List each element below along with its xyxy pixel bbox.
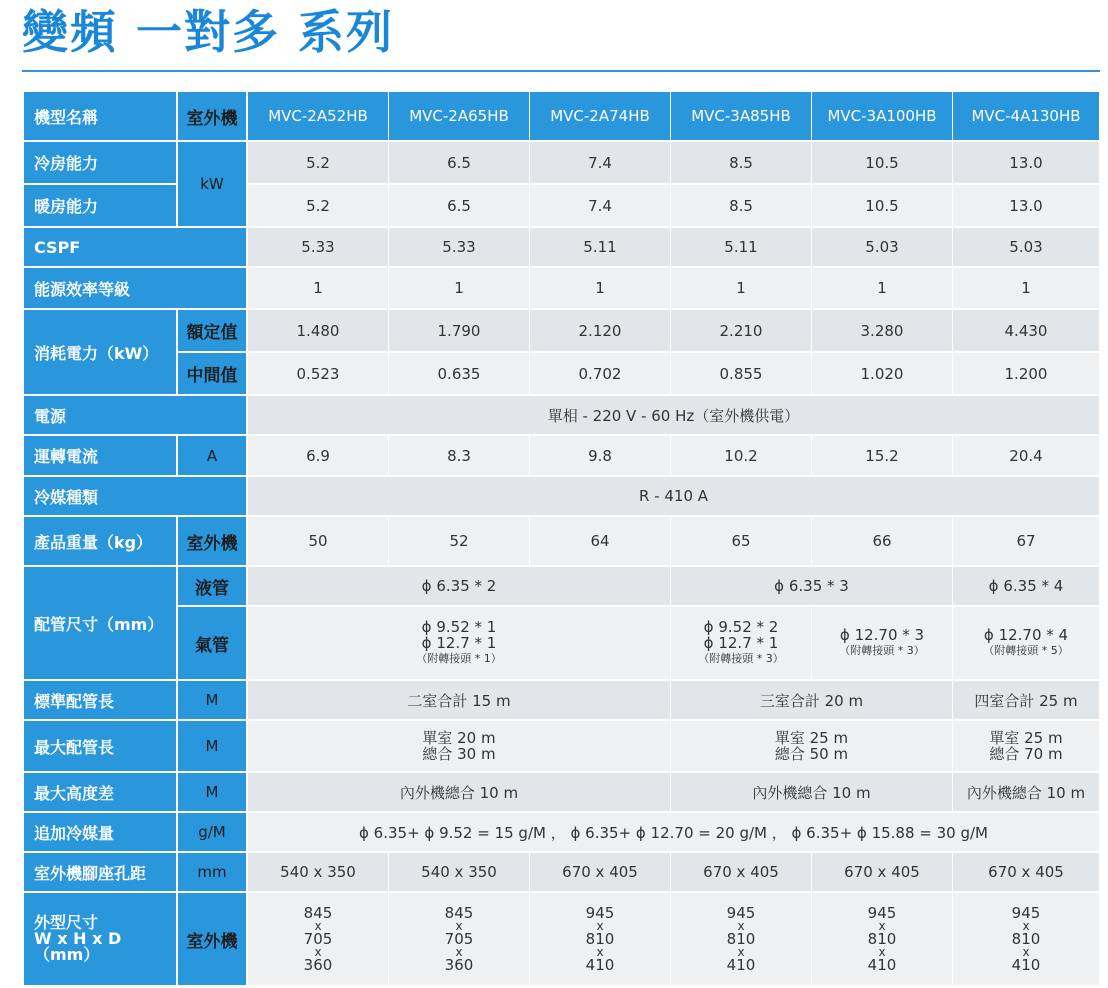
- supply-value: 單相 - 220 V - 60 Hz（室外機供電）: [248, 396, 1100, 436]
- size-x: x: [878, 944, 886, 959]
- gas-line: ϕ 9.52 * 2: [703, 618, 779, 636]
- heating-value: 8.5: [671, 185, 812, 228]
- size-x: x: [314, 944, 322, 959]
- current-value: 9.8: [530, 436, 671, 477]
- energy-grade-value: 1: [530, 268, 671, 310]
- model-name-label: 機型名稱: [24, 92, 178, 142]
- add-refrigerant-value: ϕ 6.35+ ϕ 9.52 = 15 g/M ， ϕ 6.35+ ϕ 12.70 = 20 g/M ， ϕ 6.35+ ϕ 15.88 = 30 g/M: [248, 813, 1100, 853]
- energy-grade-value: 1: [671, 268, 812, 310]
- mid-value: 0.702: [530, 353, 671, 396]
- size-x: x: [455, 918, 463, 933]
- rated-value: 4.430: [953, 310, 1100, 353]
- size-value: [389, 893, 530, 987]
- mid-value: 0.635: [389, 353, 530, 396]
- max-pipe-value: [953, 721, 1100, 773]
- rated-value: 1.790: [389, 310, 530, 353]
- cooling-value: 5.2: [248, 142, 389, 185]
- rated-value: 3.280: [812, 310, 953, 353]
- gas-value: [248, 607, 671, 681]
- size-d: 360: [303, 955, 333, 974]
- add-refrigerant-label: 追加冷媒量: [24, 813, 178, 853]
- energy-grade-value: 1: [953, 268, 1100, 310]
- model-header: MVC-2A65HB: [389, 92, 530, 142]
- weight-value: 66: [812, 517, 953, 567]
- std-pipe-value: 二室合計 15 m: [248, 681, 671, 721]
- size-w: 945: [867, 903, 897, 922]
- size-x: x: [596, 944, 604, 959]
- size-value: [530, 893, 671, 987]
- mount-value: 670 x 405: [671, 853, 812, 893]
- size-h: 705: [303, 929, 333, 948]
- mid-value: 0.855: [671, 353, 812, 396]
- cooling-value: 8.5: [671, 142, 812, 185]
- rated-label: 額定值: [178, 310, 248, 353]
- energy-grade-label: 能源效率等級: [24, 268, 248, 310]
- page-title: 變頻 一對多 系列: [22, 5, 395, 59]
- max-pipe-line: 總合 50 m: [774, 745, 849, 763]
- weight-value: 64: [530, 517, 671, 567]
- rated-value: 2.210: [671, 310, 812, 353]
- std-pipe-value: 三室合計 20 m: [671, 681, 953, 721]
- max-pipe-value: [248, 721, 671, 773]
- table-row: [24, 228, 1100, 268]
- size-w: 945: [585, 903, 615, 922]
- table-row: [24, 813, 1100, 853]
- size-label-line: 外型尺寸: [34, 913, 99, 932]
- size-h: 705: [444, 929, 474, 948]
- max-height-value: 內外機總合 10 m: [953, 773, 1100, 813]
- rated-value: 1.480: [248, 310, 389, 353]
- weight-value: 67: [953, 517, 1100, 567]
- max-pipe-line: 單室 25 m: [774, 729, 849, 747]
- piping-label: 配管尺寸（mm）: [24, 567, 178, 681]
- model-header: MVC-3A100HB: [812, 92, 953, 142]
- gas-line: ϕ 12.70 * 4: [983, 626, 1069, 644]
- size-w: 845: [303, 903, 333, 922]
- size-value: [248, 893, 389, 987]
- supply-label: 電源: [24, 396, 248, 436]
- table-row: [24, 773, 1100, 813]
- heating-value: 5.2: [248, 185, 389, 228]
- cspf-value: 5.33: [248, 228, 389, 268]
- table-row: [24, 396, 1100, 436]
- size-h: 810: [726, 929, 756, 948]
- cooling-label: 冷房能力: [24, 142, 178, 185]
- max-pipe-label: 最大配管長: [24, 721, 178, 773]
- heating-label: 暖房能力: [24, 185, 178, 228]
- size-value: [812, 893, 953, 987]
- cooling-value: 6.5: [389, 142, 530, 185]
- current-value: 15.2: [812, 436, 953, 477]
- size-w: 845: [444, 903, 474, 922]
- size-d: 410: [726, 955, 756, 974]
- size-value: [671, 893, 812, 987]
- weight-value: 50: [248, 517, 389, 567]
- table-row: [24, 268, 1100, 310]
- heating-value: 6.5: [389, 185, 530, 228]
- gas-line: ϕ 12.7 * 1: [703, 634, 779, 652]
- power-label: 消耗電力（kW）: [24, 310, 178, 396]
- cspf-value: 5.03: [812, 228, 953, 268]
- size-h: 810: [1011, 929, 1041, 948]
- add-refrigerant-unit: g/M: [178, 813, 248, 853]
- max-pipe-line: 總合 30 m: [422, 745, 496, 763]
- cooling-value: 7.4: [530, 142, 671, 185]
- std-pipe-unit: M: [178, 681, 248, 721]
- capacity-unit: kW: [178, 142, 248, 228]
- mount-value: 540 x 350: [389, 853, 530, 893]
- size-w: 945: [1011, 903, 1041, 922]
- energy-grade-value: 1: [812, 268, 953, 310]
- mid-label: 中間值: [178, 353, 248, 396]
- size-label: [24, 893, 178, 987]
- size-x: x: [455, 944, 463, 959]
- liquid-value: ϕ 6.35 * 4: [953, 567, 1100, 607]
- size-unit: 室外機: [178, 893, 248, 987]
- energy-grade-value: 1: [389, 268, 530, 310]
- std-pipe-value: 四室合計 25 m: [953, 681, 1100, 721]
- size-x: x: [878, 918, 886, 933]
- current-value: 20.4: [953, 436, 1100, 477]
- refrigerant-value: R - 410 A: [248, 477, 1100, 517]
- table-row: [24, 517, 1100, 567]
- size-x: x: [596, 918, 604, 933]
- size-value: [953, 893, 1100, 987]
- max-height-unit: M: [178, 773, 248, 813]
- model-header: MVC-2A74HB: [530, 92, 671, 142]
- model-header: MVC-4A130HB: [953, 92, 1100, 142]
- liquid-value: ϕ 6.35 * 3: [671, 567, 953, 607]
- size-h: 810: [867, 929, 897, 948]
- energy-grade-value: 1: [248, 268, 389, 310]
- max-pipe-unit: M: [178, 721, 248, 773]
- size-x: x: [737, 944, 745, 959]
- title-divider: [22, 70, 1100, 72]
- size-d: 410: [585, 955, 615, 974]
- gas-value: [953, 607, 1100, 681]
- cspf-value: 5.11: [671, 228, 812, 268]
- table-row: [24, 567, 1100, 607]
- gas-line: ϕ 12.70 * 3: [839, 626, 925, 644]
- table-row: [24, 142, 1100, 185]
- weight-value: 52: [389, 517, 530, 567]
- table-row: [24, 436, 1100, 477]
- weight-label: 產品重量（kg）: [24, 517, 178, 567]
- heating-value: 7.4: [530, 185, 671, 228]
- table-row: [24, 893, 1100, 987]
- max-height-value: 內外機總合 10 m: [671, 773, 953, 813]
- cspf-value: 5.11: [530, 228, 671, 268]
- size-h: 810: [585, 929, 615, 948]
- gas-label: 氣管: [178, 607, 248, 681]
- mid-value: 1.200: [953, 353, 1100, 396]
- liquid-label: 液管: [178, 567, 248, 607]
- size-label-line: （mm）: [34, 945, 100, 964]
- mount-label: 室外機腳座孔距: [24, 853, 178, 893]
- size-d: 360: [444, 955, 474, 974]
- gas-value: [812, 607, 953, 681]
- refrigerant-label: 冷媒種類: [24, 477, 248, 517]
- gas-line: ϕ 9.52 * 1: [421, 618, 497, 636]
- mount-value: 670 x 405: [812, 853, 953, 893]
- gas-value: [671, 607, 812, 681]
- cspf-value: 5.33: [389, 228, 530, 268]
- mount-unit: mm: [178, 853, 248, 893]
- liquid-value: ϕ 6.35 * 2: [248, 567, 671, 607]
- max-pipe-line: 單室 25 m: [989, 729, 1063, 747]
- header-row: [24, 92, 1100, 142]
- size-w: 945: [726, 903, 756, 922]
- size-x: x: [1022, 944, 1030, 959]
- heating-value: 10.5: [812, 185, 953, 228]
- size-x: x: [1022, 918, 1030, 933]
- table-row: [24, 607, 1100, 681]
- max-height-value: 內外機總合 10 m: [248, 773, 671, 813]
- cspf-label: CSPF: [24, 228, 248, 268]
- table-row: [24, 721, 1100, 773]
- gas-note: （附轉接頭 * 3）: [698, 652, 784, 665]
- size-d: 410: [1011, 955, 1041, 974]
- mount-value: 670 x 405: [530, 853, 671, 893]
- heating-value: 13.0: [953, 185, 1100, 228]
- current-value: 10.2: [671, 436, 812, 477]
- cooling-value: 13.0: [953, 142, 1100, 185]
- mount-value: 540 x 350: [248, 853, 389, 893]
- table-row: [24, 681, 1100, 721]
- current-value: 6.9: [248, 436, 389, 477]
- model-header: MVC-2A52HB: [248, 92, 389, 142]
- table-row: [24, 310, 1100, 353]
- current-label: 運轉電流: [24, 436, 178, 477]
- size-d: 410: [867, 955, 897, 974]
- size-x: x: [314, 918, 322, 933]
- gas-note: （附轉接頭 * 5）: [983, 644, 1069, 657]
- current-unit: A: [178, 436, 248, 477]
- current-value: 8.3: [389, 436, 530, 477]
- max-height-label: 最大高度差: [24, 773, 178, 813]
- max-pipe-line: 總合 70 m: [989, 745, 1063, 763]
- size-x: x: [737, 918, 745, 933]
- max-pipe-line: 單室 20 m: [422, 729, 496, 747]
- gas-note: （附轉接頭 * 1）: [416, 652, 502, 665]
- table-row: [24, 353, 1100, 396]
- weight-value: 65: [671, 517, 812, 567]
- mid-value: 0.523: [248, 353, 389, 396]
- table-row: [24, 477, 1100, 517]
- table-row: [24, 853, 1100, 893]
- spec-table: [24, 92, 1100, 987]
- mount-value: 670 x 405: [953, 853, 1100, 893]
- cspf-value: 5.03: [953, 228, 1100, 268]
- outdoor-unit-label: 室外機: [178, 92, 248, 142]
- rated-value: 2.120: [530, 310, 671, 353]
- gas-line: ϕ 12.7 * 1: [421, 634, 497, 652]
- gas-note: （附轉接頭 * 3）: [839, 644, 925, 657]
- mid-value: 1.020: [812, 353, 953, 396]
- cooling-value: 10.5: [812, 142, 953, 185]
- model-header: MVC-3A85HB: [671, 92, 812, 142]
- max-pipe-value: [671, 721, 953, 773]
- size-label-line: W x H x D: [34, 929, 122, 948]
- weight-unit: 室外機: [178, 517, 248, 567]
- std-pipe-label: 標準配管長: [24, 681, 178, 721]
